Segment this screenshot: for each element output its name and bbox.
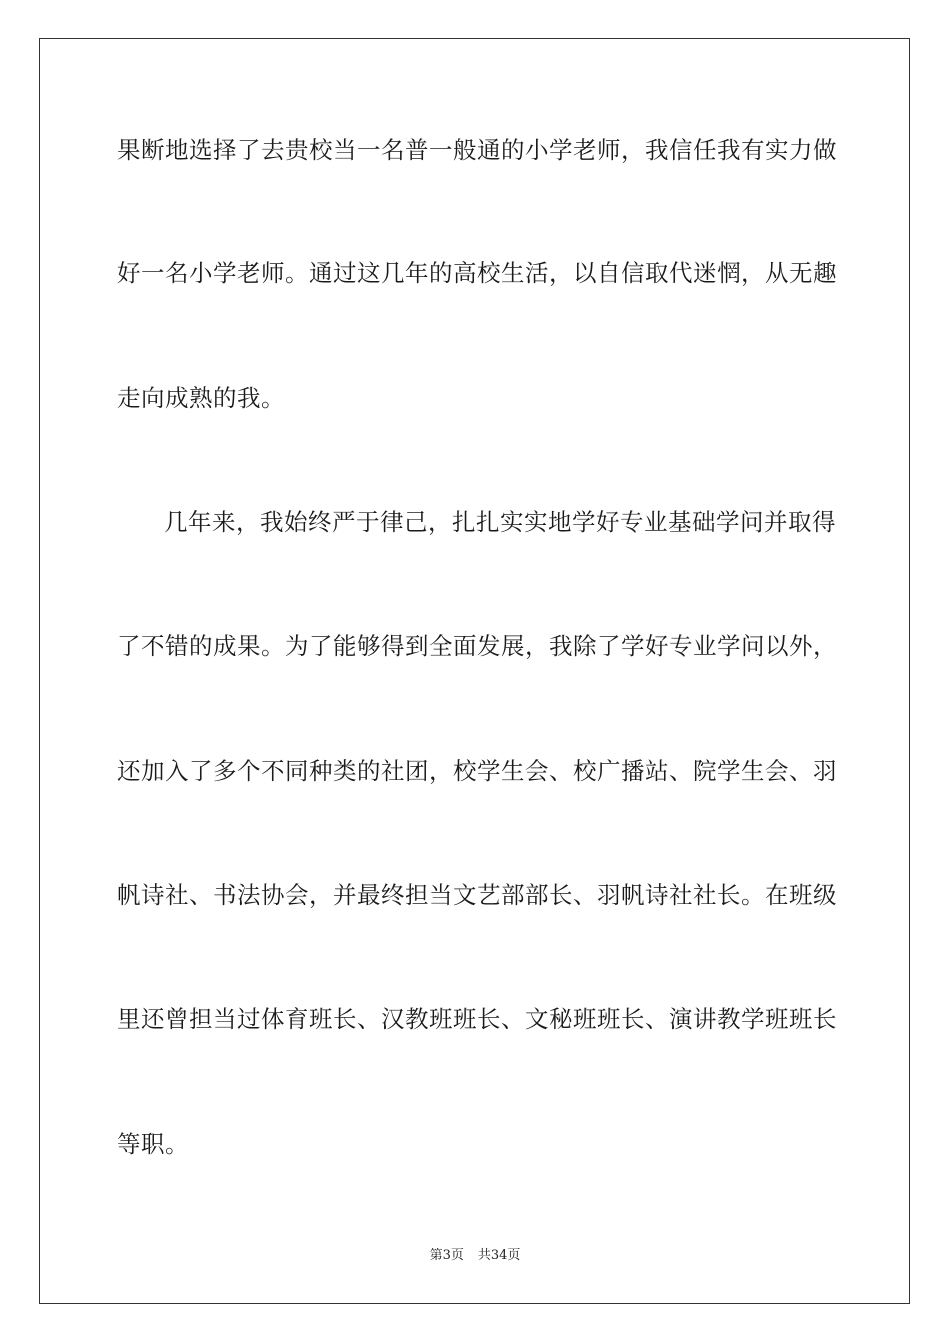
page-total: 共34页 [477,1248,521,1263]
text-line-7: 帆诗社、书法协会，并最终担当文艺部部长、羽帆诗社社长。在班级 [117,881,837,909]
text-line-4: 几年来，我始终严于律己，扎扎实实地学好专业基础学问并取得 [164,508,836,536]
text-line-6: 还加入了多个不同种类的社团，校学生会、校广播站、院学生会、羽 [117,757,837,785]
text-line-3: 走向成熟的我。 [117,384,285,412]
text-line-1: 果断地选择了去贵校当一名普一般通的小学老师，我信任我有实力做 [117,136,837,164]
text-line-2: 好一名小学老师。通过这几年的高校生活，以自信取代迷惘，从无趣 [117,259,837,287]
page-number: 第3页 [429,1248,464,1263]
page-border [39,38,910,1304]
text-line-9: 等职。 [117,1130,189,1158]
page-footer [0,1247,950,1265]
text-line-5: 了不错的成果。为了能够得到全面发展，我除了学好专业学问以外， [117,632,837,660]
text-line-8: 里还曾担当过体育班长、汉教班班长、文秘班班长、演讲教学班班长 [117,1005,837,1033]
